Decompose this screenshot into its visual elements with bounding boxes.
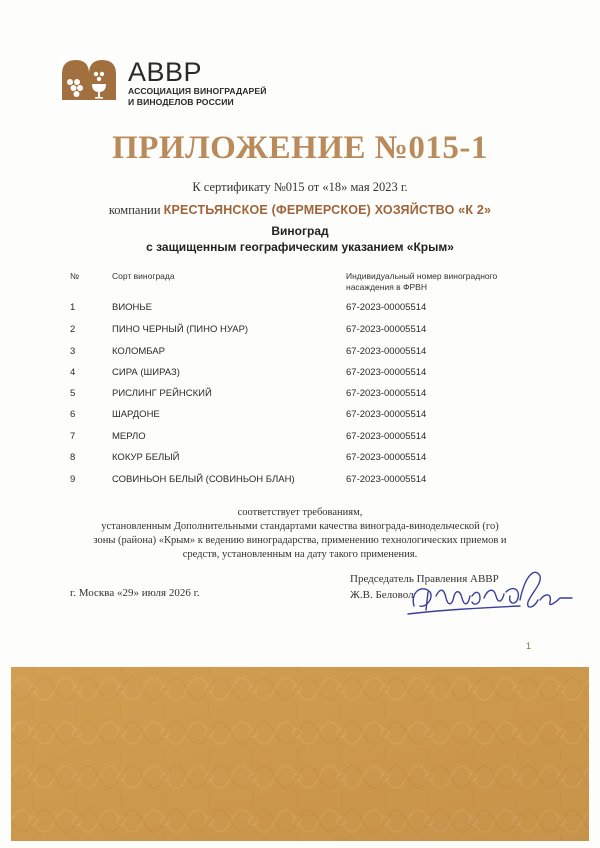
table-row — [0, 474, 600, 495]
row-number: 7 — [70, 431, 76, 442]
row-variety: МЕРЛО — [112, 431, 146, 442]
row-registry-number: 67-2023-00005514 — [346, 452, 427, 463]
table-row — [0, 431, 600, 452]
company-name: КРЕСТЬЯНСКОЕ (ФЕРМЕРСКОЕ) ХОЗЯЙСТВО «К 2» — [163, 203, 492, 217]
row-variety: ШАРДОНЕ — [112, 409, 160, 420]
product-line-2: с защищенным географическим указанием «Крым» — [146, 240, 454, 254]
compliance-line-3: зоны (района) «Крым» к ведению виноградарства, применению технологических приемов и — [93, 535, 507, 546]
certificate-reference: К сертификату №015 от «18» мая 2023 г. — [192, 180, 408, 194]
table-row — [0, 324, 600, 345]
row-variety: СИРА (ШИРАЗ) — [112, 367, 180, 378]
ornament-pattern-icon — [11, 667, 589, 841]
signatory-position: Председатель Правления АВВР — [350, 573, 499, 585]
row-number: 5 — [70, 388, 76, 399]
table-row — [0, 409, 600, 430]
row-registry-number: 67-2023-00005514 — [346, 302, 427, 313]
row-number: 3 — [70, 346, 76, 357]
row-registry-number: 67-2023-00005514 — [346, 324, 427, 335]
row-registry-number: 67-2023-00005514 — [346, 409, 427, 420]
table-header-variety: Сорт винограда — [112, 271, 175, 281]
product-line-1: Виноград — [271, 224, 329, 238]
row-variety: КОЛОМБАР — [112, 346, 165, 357]
table-header-number: № — [70, 271, 80, 281]
page-number: 1 — [526, 641, 532, 651]
logo-abbreviation: АВВР — [128, 57, 203, 87]
row-registry-number: 67-2023-00005514 — [346, 474, 427, 485]
row-number: 6 — [70, 409, 76, 420]
row-registry-number: 67-2023-00005514 — [346, 346, 427, 357]
document-title: ПРИЛОЖЕНИЕ №015-1 — [112, 130, 488, 166]
compliance-line-1: соответствует требованиям, — [237, 507, 363, 518]
company-line — [0, 203, 600, 218]
row-number: 4 — [70, 367, 76, 378]
table-header-registry-line-1: Индивидуальный номер виноградного — [346, 271, 498, 281]
logo-text — [128, 58, 266, 108]
association-logo-icon — [58, 56, 120, 104]
row-registry-number: 67-2023-00005514 — [346, 367, 427, 378]
compliance-statement — [0, 506, 600, 562]
row-variety: РИСЛИНГ РЕЙНСКИЙ — [112, 388, 212, 399]
row-number: 9 — [70, 474, 76, 485]
row-registry-number: 67-2023-00005514 — [346, 431, 427, 442]
table-row — [0, 388, 600, 409]
row-variety: ПИНО ЧЕРНЫЙ (ПИНО НУАР) — [112, 324, 249, 335]
table-row — [0, 346, 600, 367]
signatory-name: Ж.В. Беловол — [350, 589, 414, 601]
row-variety: СОВИНЬОН БЕЛЫЙ (СОВИНЬОН БЛАН) — [112, 474, 295, 485]
logo-line-1: АССОЦИАЦИЯ ВИНОГРАДАРЕЙ — [128, 86, 267, 96]
logo-line-2: И ВИНОДЕЛОВ РОССИИ — [128, 97, 234, 107]
company-prefix: компании — [108, 203, 161, 217]
row-variety: ВИОНЬЕ — [112, 302, 152, 313]
row-number: 1 — [70, 302, 76, 313]
compliance-line-4: средств, установленным на дату такого применения. — [182, 549, 418, 560]
decorative-pattern-band — [11, 667, 589, 841]
handwritten-signature-icon — [400, 562, 580, 632]
table-row — [0, 452, 600, 473]
place-and-date: г. Москва «29» июля 2026 г. — [70, 587, 200, 599]
table-header-registry — [346, 271, 497, 293]
compliance-line-2: установленным Дополнительными стандартами качества винограда-винодельческой (го) — [101, 521, 499, 532]
table-row — [0, 302, 600, 323]
table-row — [0, 367, 600, 388]
row-number: 2 — [70, 324, 76, 335]
table-header-registry-line-2: насаждения в ФРВН — [346, 282, 427, 292]
row-number: 8 — [70, 452, 76, 463]
row-variety: КОКУР БЕЛЫЙ — [112, 452, 180, 463]
row-registry-number: 67-2023-00005514 — [346, 388, 427, 399]
